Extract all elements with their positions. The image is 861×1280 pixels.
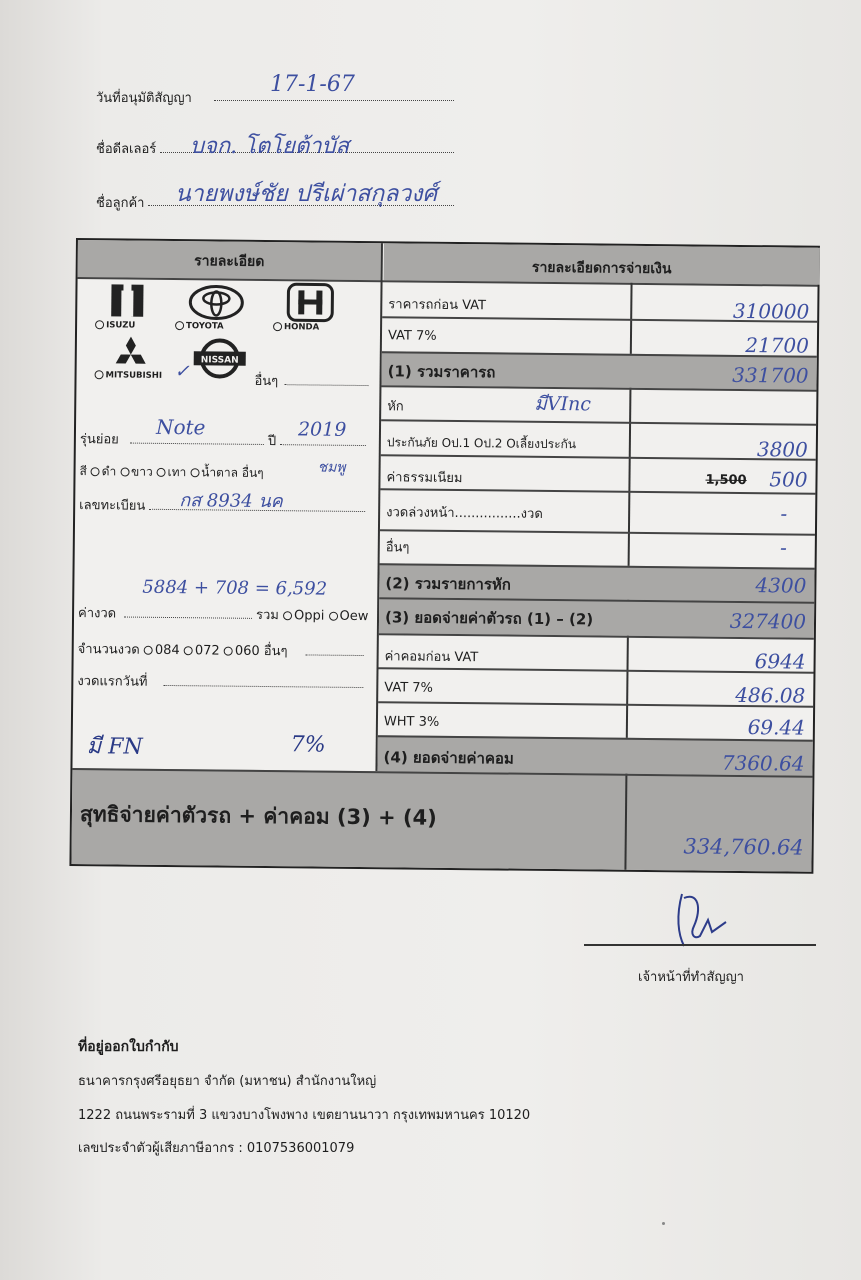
- first-due-label: งวดแรกวันที่: [77, 674, 148, 690]
- brand-honda: HONDA: [273, 322, 319, 332]
- nissan-checkmark: ✓: [174, 361, 190, 383]
- model-line: [130, 443, 264, 445]
- approval-date-label: วันที่อนุมัติสัญญา: [96, 91, 192, 106]
- left-header-title: รายละเอียด: [194, 253, 265, 270]
- right-header-title: รายละเอียดการจ่ายเงิน: [531, 259, 672, 278]
- year-label: ปี: [267, 434, 277, 450]
- footer-line3: เลขประจำตัวผู้เสียภาษีอากร : 0107536001079: [78, 1141, 355, 1156]
- value-price-before-vat: 310000: [732, 298, 810, 324]
- signature-role: เจ้าหน้าที่ทำสัญญา: [638, 970, 744, 985]
- row-label-car-payment: (3) ยอดจ่ายค่าตัวรถ (1) – (2): [384, 608, 594, 629]
- brand-other-line: [284, 384, 368, 386]
- row-label-commission-total: (4) ยอดจ่ายค่าคอม: [383, 748, 514, 768]
- value-commission-total: 7360.64: [721, 750, 805, 776]
- value-commission-before-vat: 6944: [754, 649, 806, 674]
- plate-label: เลขทะเบียน: [79, 498, 146, 514]
- row-label-insurance: ประกันภัย Oป.1 Oป.2 Oเลี้ยงประกัน: [386, 435, 577, 452]
- installment-calc: 5884 + 708 = 6,592: [142, 576, 328, 600]
- dealer-label: ชื่อดีลเลอร์: [96, 142, 157, 157]
- row-separator: [381, 454, 816, 460]
- honda-logo: [285, 282, 335, 327]
- col-divider-main: [375, 243, 383, 771]
- first-due-line: [163, 685, 363, 688]
- row-label-deduct: หัก: [387, 399, 404, 415]
- payment-table: [69, 238, 820, 874]
- row-label-total-deductions: (2) รวมรายการหัก: [385, 574, 512, 594]
- row-label-commission-vat: VAT 7%: [384, 680, 434, 696]
- mitsubishi-logo: [111, 336, 151, 374]
- row-label-total-price: (1) รวมราคารถ: [387, 362, 496, 382]
- model-label: รุ่นย่อย: [79, 432, 119, 448]
- row-label-price-before-vat: ราคารถก่อน VAT: [388, 297, 487, 314]
- row-separator: [380, 488, 815, 494]
- brand-isuzu: ISUZU: [95, 320, 135, 330]
- value-fee: 500: [769, 467, 808, 492]
- approval-date-value: 17-1-67: [270, 72, 355, 97]
- value-fee-struck: 1,500: [705, 472, 747, 489]
- note-left: มี FN: [86, 734, 143, 760]
- nissan-logo-text: NISSAN: [200, 355, 239, 366]
- color-other-value: ชมพู: [317, 459, 346, 476]
- plate-value: กส 8934 นค: [179, 490, 283, 513]
- dealer-value: บจก. โตโยต้าบัส: [190, 134, 350, 159]
- paper-speck: [662, 1222, 665, 1225]
- year-line: [280, 444, 366, 446]
- term-other-line: [306, 654, 364, 656]
- value-total-price: 331700: [732, 362, 809, 388]
- value-other: -: [779, 535, 787, 560]
- value-insurance: 3800: [756, 437, 808, 462]
- installment-line: [124, 617, 252, 619]
- value-commission-vat: 486.08: [735, 682, 806, 708]
- row-note-deduct: มีVInc: [534, 392, 592, 416]
- footer-line1: ธนาคารกรุงศรีอยุธยา จำกัด (มหาชน) สำนักงานใหญ่: [78, 1074, 377, 1089]
- brand-mitsubishi: MITSUBISHI: [95, 370, 163, 381]
- value-wht: 69.44: [747, 715, 806, 740]
- row-label-fee: ค่าธรรมเนียม: [386, 470, 463, 487]
- row-separator: [381, 419, 816, 425]
- note-right: 7%: [290, 732, 326, 758]
- signature-mark: [664, 886, 734, 960]
- value-total-deductions: 4300: [755, 573, 807, 598]
- row-label-advance: งวดล่วงหน้า................งวด: [386, 505, 543, 522]
- term-row: จำนวนงวด 084 072 060 อื่นๆ: [77, 642, 288, 660]
- brand-other-label: อื่นๆ: [254, 373, 279, 390]
- value-car-payment: 327400: [729, 608, 807, 634]
- customer-label: ชื่อลูกค้า: [96, 196, 145, 211]
- net-total-label: สุทธิจ่ายค่าตัวรถ + ค่าคอม (3) + (4): [79, 802, 437, 830]
- customer-value: นายพงษ์ชัย ปรีเผ่าสกุลวงศ์: [175, 181, 438, 207]
- brand-toyota: TOYOTA: [175, 321, 224, 332]
- footer-line2: 1222 ถนนพระรามที่ 3 แขวงบางโพงพาง เขตยานนาวา กรุงเทพมหานคร 10120: [78, 1108, 531, 1123]
- nissan-logo: [191, 337, 247, 384]
- installment-label: ค่างวด: [77, 606, 117, 622]
- row-label-vat: VAT 7%: [387, 328, 437, 344]
- footer-title: ที่อยู่ออกใบกำกับ: [78, 1039, 179, 1055]
- row-label-wht: WHT 3%: [383, 714, 440, 730]
- row-label-other: อื่นๆ: [385, 540, 410, 556]
- value-vat: 21700: [745, 333, 810, 358]
- color-row: สี ดำ ขาว เทา น้ำตาล อื่นๆ: [79, 464, 264, 480]
- signature-line: [584, 944, 816, 946]
- isuzu-logo: [107, 282, 147, 322]
- toyota-logo: [187, 283, 245, 326]
- value-advance: -: [780, 501, 788, 526]
- row-separator: [379, 667, 814, 673]
- row-separator: [380, 529, 815, 535]
- installment-total: รวม Oppi Oew: [255, 607, 369, 625]
- net-total-value: 334,760.64: [683, 834, 804, 860]
- year-value: 2019: [297, 418, 347, 441]
- model-value: Note: [155, 414, 206, 440]
- approval-date-line: [214, 100, 454, 101]
- row-label-commission-before-vat: ค่าคอมก่อน VAT: [384, 649, 479, 666]
